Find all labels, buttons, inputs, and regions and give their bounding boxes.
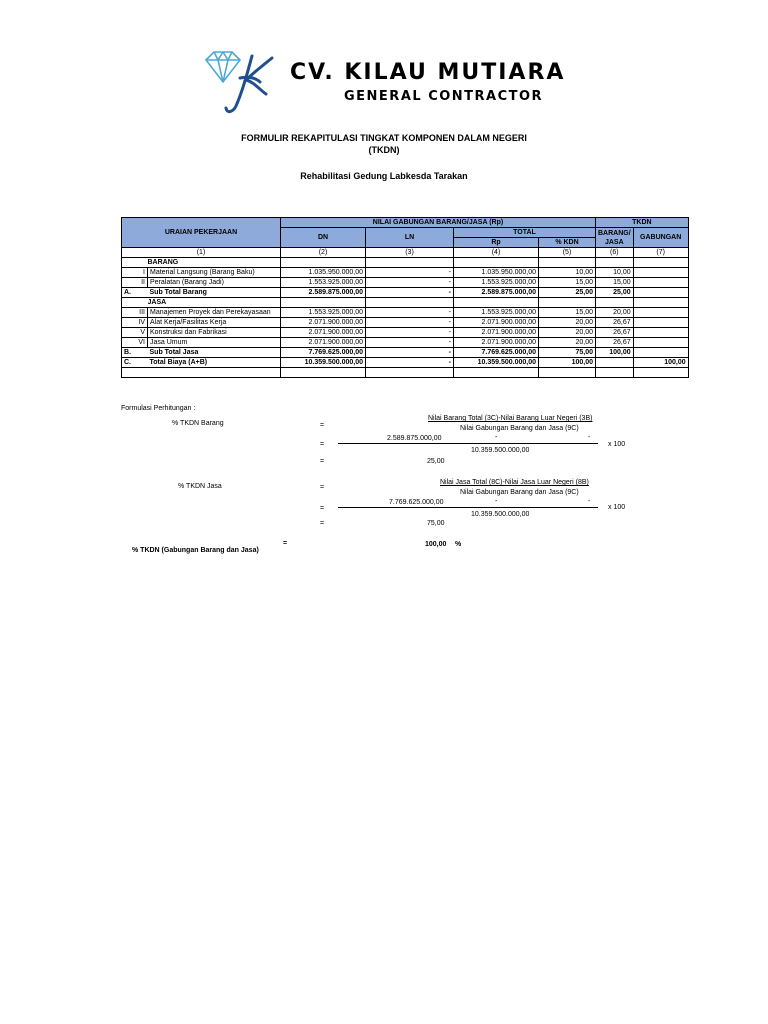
jasa-numerator-value: 7.769.625.000,00: [389, 499, 444, 506]
row-label-cell: Total Biaya (A+B): [148, 358, 281, 368]
equals-sign: =: [320, 484, 325, 491]
tkdn-gabungan-cell: [633, 308, 688, 318]
dn-cell: [281, 258, 366, 268]
row-number-cell: A.: [122, 288, 148, 298]
formula-heading: Formulasi Perhitungan :: [121, 405, 196, 412]
company-logo: [200, 48, 280, 118]
table-row: [122, 358, 689, 368]
percent-unit: %: [455, 541, 462, 548]
row-number-cell: B.: [122, 348, 148, 358]
total-rp-cell: [454, 258, 539, 268]
kdn-percent-cell: 10,00: [539, 268, 596, 278]
row-number-cell: I: [122, 268, 148, 278]
table-header: [122, 218, 689, 258]
jasa-numerator-formula: Nilai Jasa Total (8C)-Nilai Jasa Luar Negeri (8B): [440, 479, 589, 486]
col-number: (3): [366, 248, 454, 258]
tkdn-gabungan-cell: [633, 348, 688, 358]
kdn-percent-cell: 25,00: [539, 288, 596, 298]
table-row: [122, 308, 689, 318]
table-row: [122, 338, 689, 348]
ln-cell: -: [366, 318, 454, 328]
fraction-line: [338, 507, 598, 508]
header-barang-jasa: BARANG/ JASA: [596, 228, 634, 248]
header-nilai-gabungan: NILAI GABUNGAN BARANG/JASA (Rp): [281, 218, 596, 228]
company-name: CV. KILAU MUTIARA: [290, 60, 566, 85]
row-number-cell: IV: [122, 318, 148, 328]
col-number: (2): [281, 248, 366, 258]
minus-sign: -: [495, 434, 498, 441]
header-total: TOTAL: [454, 228, 596, 238]
equals-sign: =: [320, 458, 325, 465]
row-label-cell: Material Langsung (Barang Baku): [148, 268, 281, 278]
ln-cell: -: [366, 358, 454, 368]
total-rp-cell: 2.071.900.000,00: [454, 328, 539, 338]
row-label-cell: Sub Total Jasa: [148, 348, 281, 358]
row-label-cell: Jasa Umum: [148, 338, 281, 348]
table-row: [122, 298, 689, 308]
header-dn: DN: [281, 228, 366, 248]
total-rp-cell: 1.035.950.000,00: [454, 268, 539, 278]
dn-cell: 7.769.625.000,00: [281, 348, 366, 358]
times-100: x 100: [608, 504, 626, 511]
ln-cell: [366, 298, 454, 308]
equals-sign: =: [320, 520, 325, 527]
kdn-percent-cell: 20,00: [539, 328, 596, 338]
total-rp-cell: 10.359.500.000,00: [454, 358, 539, 368]
header-rp: Rp: [454, 238, 539, 248]
total-rp-cell: 2.071.900.000,00: [454, 318, 539, 328]
tkdn-gabungan-cell: [633, 258, 688, 268]
tkdn-gabungan-cell: [633, 338, 688, 348]
row-number-cell: VI: [122, 338, 148, 348]
dn-cell: 2.589.875.000,00: [281, 288, 366, 298]
table-row: [122, 258, 689, 268]
kdn-percent-cell: 100,00: [539, 358, 596, 368]
total-rp-cell: 2.589.875.000,00: [454, 288, 539, 298]
times-100: x 100: [608, 441, 626, 448]
table-row: [122, 348, 689, 358]
dn-cell: [281, 298, 366, 308]
table-row: [122, 288, 689, 298]
row-number-cell: [122, 298, 148, 308]
header-gabungan: GABUNGAN: [633, 228, 688, 248]
tkdn-gabungan-cell: 100,00: [633, 358, 688, 368]
form-title: FORMULIR REKAPITULASI TINGKAT KOMPONEN DALAM NEGERI: [241, 133, 527, 143]
tkdn-barang-jasa-cell: 10,00: [596, 268, 634, 278]
tkdn-barang-jasa-cell: 15,00: [596, 278, 634, 288]
tkdn-barang-jasa-cell: 100,00: [596, 348, 634, 358]
tkdn-gabungan-cell: [633, 288, 688, 298]
company-tagline: GENERAL CONTRACTOR: [344, 89, 544, 104]
row-label-cell: Peralatan (Barang Jadi): [148, 278, 281, 288]
row-number-cell: III: [122, 308, 148, 318]
total-rp-cell: 1.553.925.000,00: [454, 278, 539, 288]
tkdn-barang-jasa-cell: [596, 258, 634, 268]
header-ln: LN: [366, 228, 454, 248]
ln-cell: -: [366, 268, 454, 278]
diamond-icon: [206, 52, 240, 82]
ln-cell: [366, 258, 454, 268]
header-kdn: % KDN: [539, 238, 596, 248]
col-number: (1): [122, 248, 281, 258]
dn-cell: 10.359.500.000,00: [281, 358, 366, 368]
tkdn-gabungan-cell: [633, 278, 688, 288]
dn-cell: 1.553.925.000,00: [281, 308, 366, 318]
tkdn-barang-jasa-cell: 26,67: [596, 318, 634, 328]
table-row: [122, 278, 689, 288]
col-number: (5): [539, 248, 596, 258]
kdn-percent-cell: 20,00: [539, 318, 596, 328]
row-number-cell: [122, 258, 148, 268]
tkdn-jasa-label: % TKDN Jasa: [178, 483, 222, 490]
ln-cell: -: [366, 308, 454, 318]
row-label-cell: Sub Total Barang: [148, 288, 281, 298]
tkdn-barang-jasa-cell: 26,67: [596, 338, 634, 348]
dn-cell: 2.071.900.000,00: [281, 318, 366, 328]
ln-cell: -: [366, 288, 454, 298]
tkdn-barang-label: % TKDN Barang: [172, 420, 224, 427]
header-uraian: URAIAN PEKERJAAN: [122, 218, 281, 248]
equals-sign: =: [320, 422, 325, 429]
tkdn-gabungan-cell: [633, 328, 688, 338]
jasa-denominator-formula: Nilai Gabungan Barang dan Jasa (9C): [460, 489, 579, 496]
tkdn-barang-jasa-cell: 26,67: [596, 328, 634, 338]
tkdn-gabungan-cell: [633, 268, 688, 278]
col-number: (7): [633, 248, 688, 258]
project-name: Rehabilitasi Gedung Labkesda Tarakan: [300, 171, 468, 181]
total-rp-cell: 2.071.900.000,00: [454, 338, 539, 348]
ln-cell: -: [366, 278, 454, 288]
row-number-cell: V: [122, 328, 148, 338]
tkdn-gabungan-cell: [633, 318, 688, 328]
table-body: [122, 258, 689, 368]
tkdn-barang-jasa-cell: 25,00: [596, 288, 634, 298]
table-row: [122, 268, 689, 278]
total-rp-cell: [454, 298, 539, 308]
tkdn-barang-jasa-cell: 20,00: [596, 308, 634, 318]
row-number-cell: II: [122, 278, 148, 288]
form-subtitle: (TKDN): [368, 145, 400, 155]
ln-cell: -: [366, 348, 454, 358]
tkdn-barang-jasa-cell: [596, 358, 634, 368]
table-row: [122, 328, 689, 338]
kdn-percent-cell: 15,00: [539, 308, 596, 318]
kdn-percent-cell: 20,00: [539, 338, 596, 348]
table-row: [122, 318, 689, 328]
col-number: (6): [596, 248, 634, 258]
minus-sign: -: [588, 434, 591, 441]
row-label-cell: Manajemen Proyek dan Perekayasaan: [148, 308, 281, 318]
ln-cell: -: [366, 328, 454, 338]
equals-sign: =: [320, 441, 325, 448]
jasa-result: 75,00: [427, 520, 445, 527]
k-monogram-icon: [226, 56, 272, 112]
tkdn-barang-jasa-cell: [596, 298, 634, 308]
row-number-cell: C.: [122, 358, 148, 368]
minus-sign: -: [495, 498, 498, 505]
equals-sign: =: [283, 540, 288, 547]
fraction-line: [338, 443, 598, 444]
row-label-cell: Konstruksi dan Fabrikasi: [148, 328, 281, 338]
tkdn-recap-table: [121, 217, 689, 378]
equals-sign: =: [320, 505, 325, 512]
gabungan-result: 100,00: [425, 541, 447, 548]
ln-cell: -: [366, 338, 454, 348]
kdn-percent-cell: 75,00: [539, 348, 596, 358]
col-number: (4): [454, 248, 539, 258]
row-label-cell: Alat Kerja/Fasilitas Kerja: [148, 318, 281, 328]
header-tkdn: TKDN: [596, 218, 689, 228]
barang-numerator-value: 2.589.875.000,00: [387, 435, 442, 442]
kdn-percent-cell: [539, 258, 596, 268]
barang-numerator-formula: Nilai Barang Total (3C)-Nilai Barang Luar Negeri (3B): [428, 415, 593, 422]
table-footer: [122, 368, 689, 378]
kdn-percent-cell: [539, 298, 596, 308]
jasa-denominator-value: 10.359.500.000,00: [471, 511, 530, 518]
barang-denominator-formula: Nilai Gabungan Barang dan Jasa (9C): [460, 425, 579, 432]
dn-cell: 1.035.950.000,00: [281, 268, 366, 278]
tkdn-gabungan-cell: [633, 298, 688, 308]
row-label-cell: JASA: [148, 298, 281, 308]
kdn-percent-cell: 15,00: [539, 278, 596, 288]
barang-result: 25,00: [427, 458, 445, 465]
total-rp-cell: 1.553.925.000,00: [454, 308, 539, 318]
total-rp-cell: 7.769.625.000,00: [454, 348, 539, 358]
minus-sign: -: [588, 498, 591, 505]
row-label-cell: BARANG: [148, 258, 281, 268]
dn-cell: 2.071.900.000,00: [281, 338, 366, 348]
dn-cell: 1.553.925.000,00: [281, 278, 366, 288]
dn-cell: 2.071.900.000,00: [281, 328, 366, 338]
barang-denominator-value: 10.359.500.000,00: [471, 447, 530, 454]
tkdn-gabungan-label: % TKDN (Gabungan Barang dan Jasa): [132, 547, 259, 554]
